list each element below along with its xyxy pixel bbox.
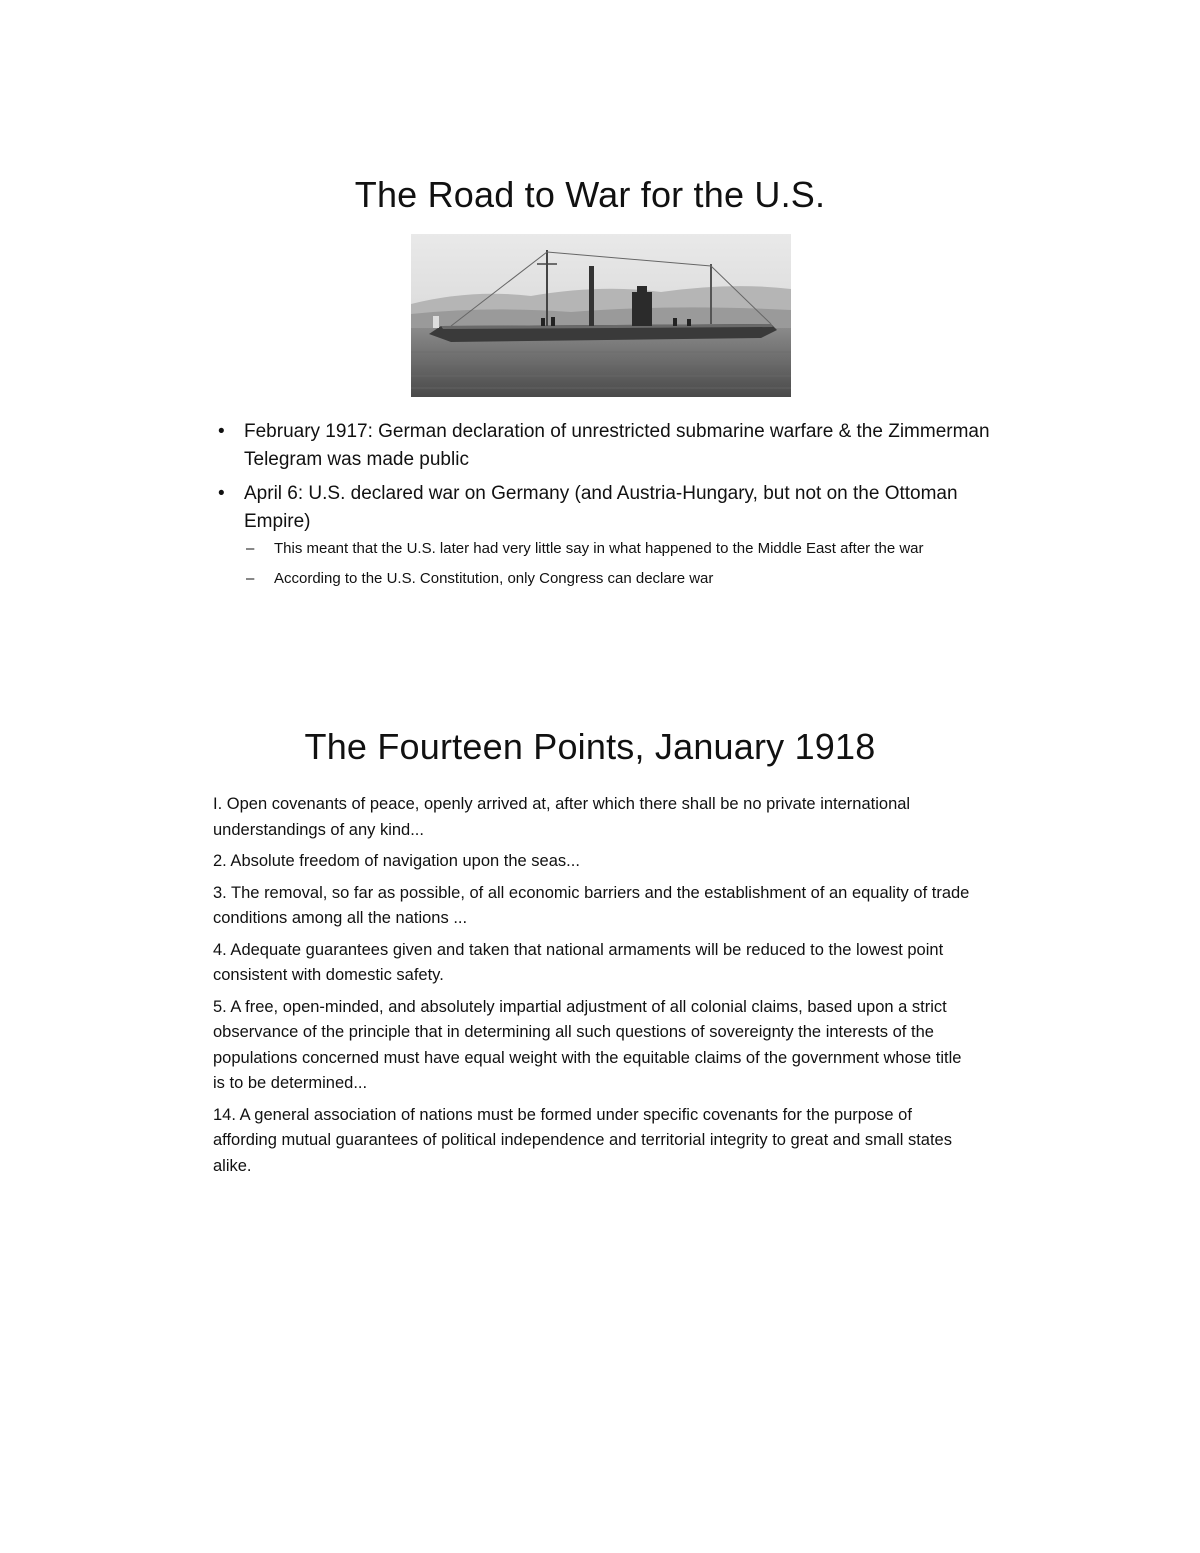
- dash-marker: –: [246, 570, 255, 587]
- bullet-marker: •: [218, 483, 225, 504]
- point-item: 3. The removal, so far as possible, of all economic barriers and the establishment of an equality of trade conditions among all the nations ...: [213, 883, 970, 927]
- list-item: [244, 538, 996, 560]
- slide-title: The Fourteen Points, January 1918: [304, 726, 876, 767]
- slide-fourteen-points: [160, 700, 1020, 1220]
- bullet-text: February 1917: German declaration of unrestricted submarine warfare & the Zimmerman Telegram was made public: [244, 421, 990, 470]
- dash-marker: –: [246, 540, 255, 557]
- sub-bullet-list: [244, 538, 996, 590]
- list-item: [216, 480, 996, 590]
- points-list: [213, 792, 973, 1185]
- slide-road-to-war: [160, 140, 1020, 660]
- point-item: 4. Adequate guarantees given and taken that national armaments will be reduced to the lowest point consistent with domestic safety.: [213, 940, 944, 984]
- bullet-list: [216, 418, 996, 598]
- bullet-text: April 6: U.S. declared war on Germany (and Austria-Hungary, but not on the Ottoman Empire): [244, 483, 958, 532]
- point-item: 5. A free, open-minded, and absolutely impartial adjustment of all colonial claims, based upon a strict observance of the principle that in determining all such questions of sovereignty the interests of the populations concerned must have equal weight with the equitable claims of the government whose title is to be determined...: [213, 997, 962, 1092]
- sub-bullet-text: According to the U.S. Constitution, only Congress can declare war: [274, 570, 714, 587]
- point-item: I. Open covenants of peace, openly arrived at, after which there shall be no private international understandings of any kind...: [213, 795, 911, 839]
- submarine-photo: [411, 234, 791, 397]
- slide-title: The Road to War for the U.S.: [354, 174, 826, 215]
- list-item: [216, 418, 996, 474]
- bullet-marker: •: [218, 421, 225, 442]
- point-item: 14. A general association of nations must be formed under specific covenants for the purpose of affording mutual guarantees of political independence and territorial integrity to great and small states alike.: [213, 1105, 952, 1175]
- list-item: [244, 568, 996, 590]
- point-item: 2. Absolute freedom of navigation upon the seas...: [213, 852, 580, 870]
- sub-bullet-text: This meant that the U.S. later had very little say in what happened to the Middle East after the war: [274, 540, 924, 557]
